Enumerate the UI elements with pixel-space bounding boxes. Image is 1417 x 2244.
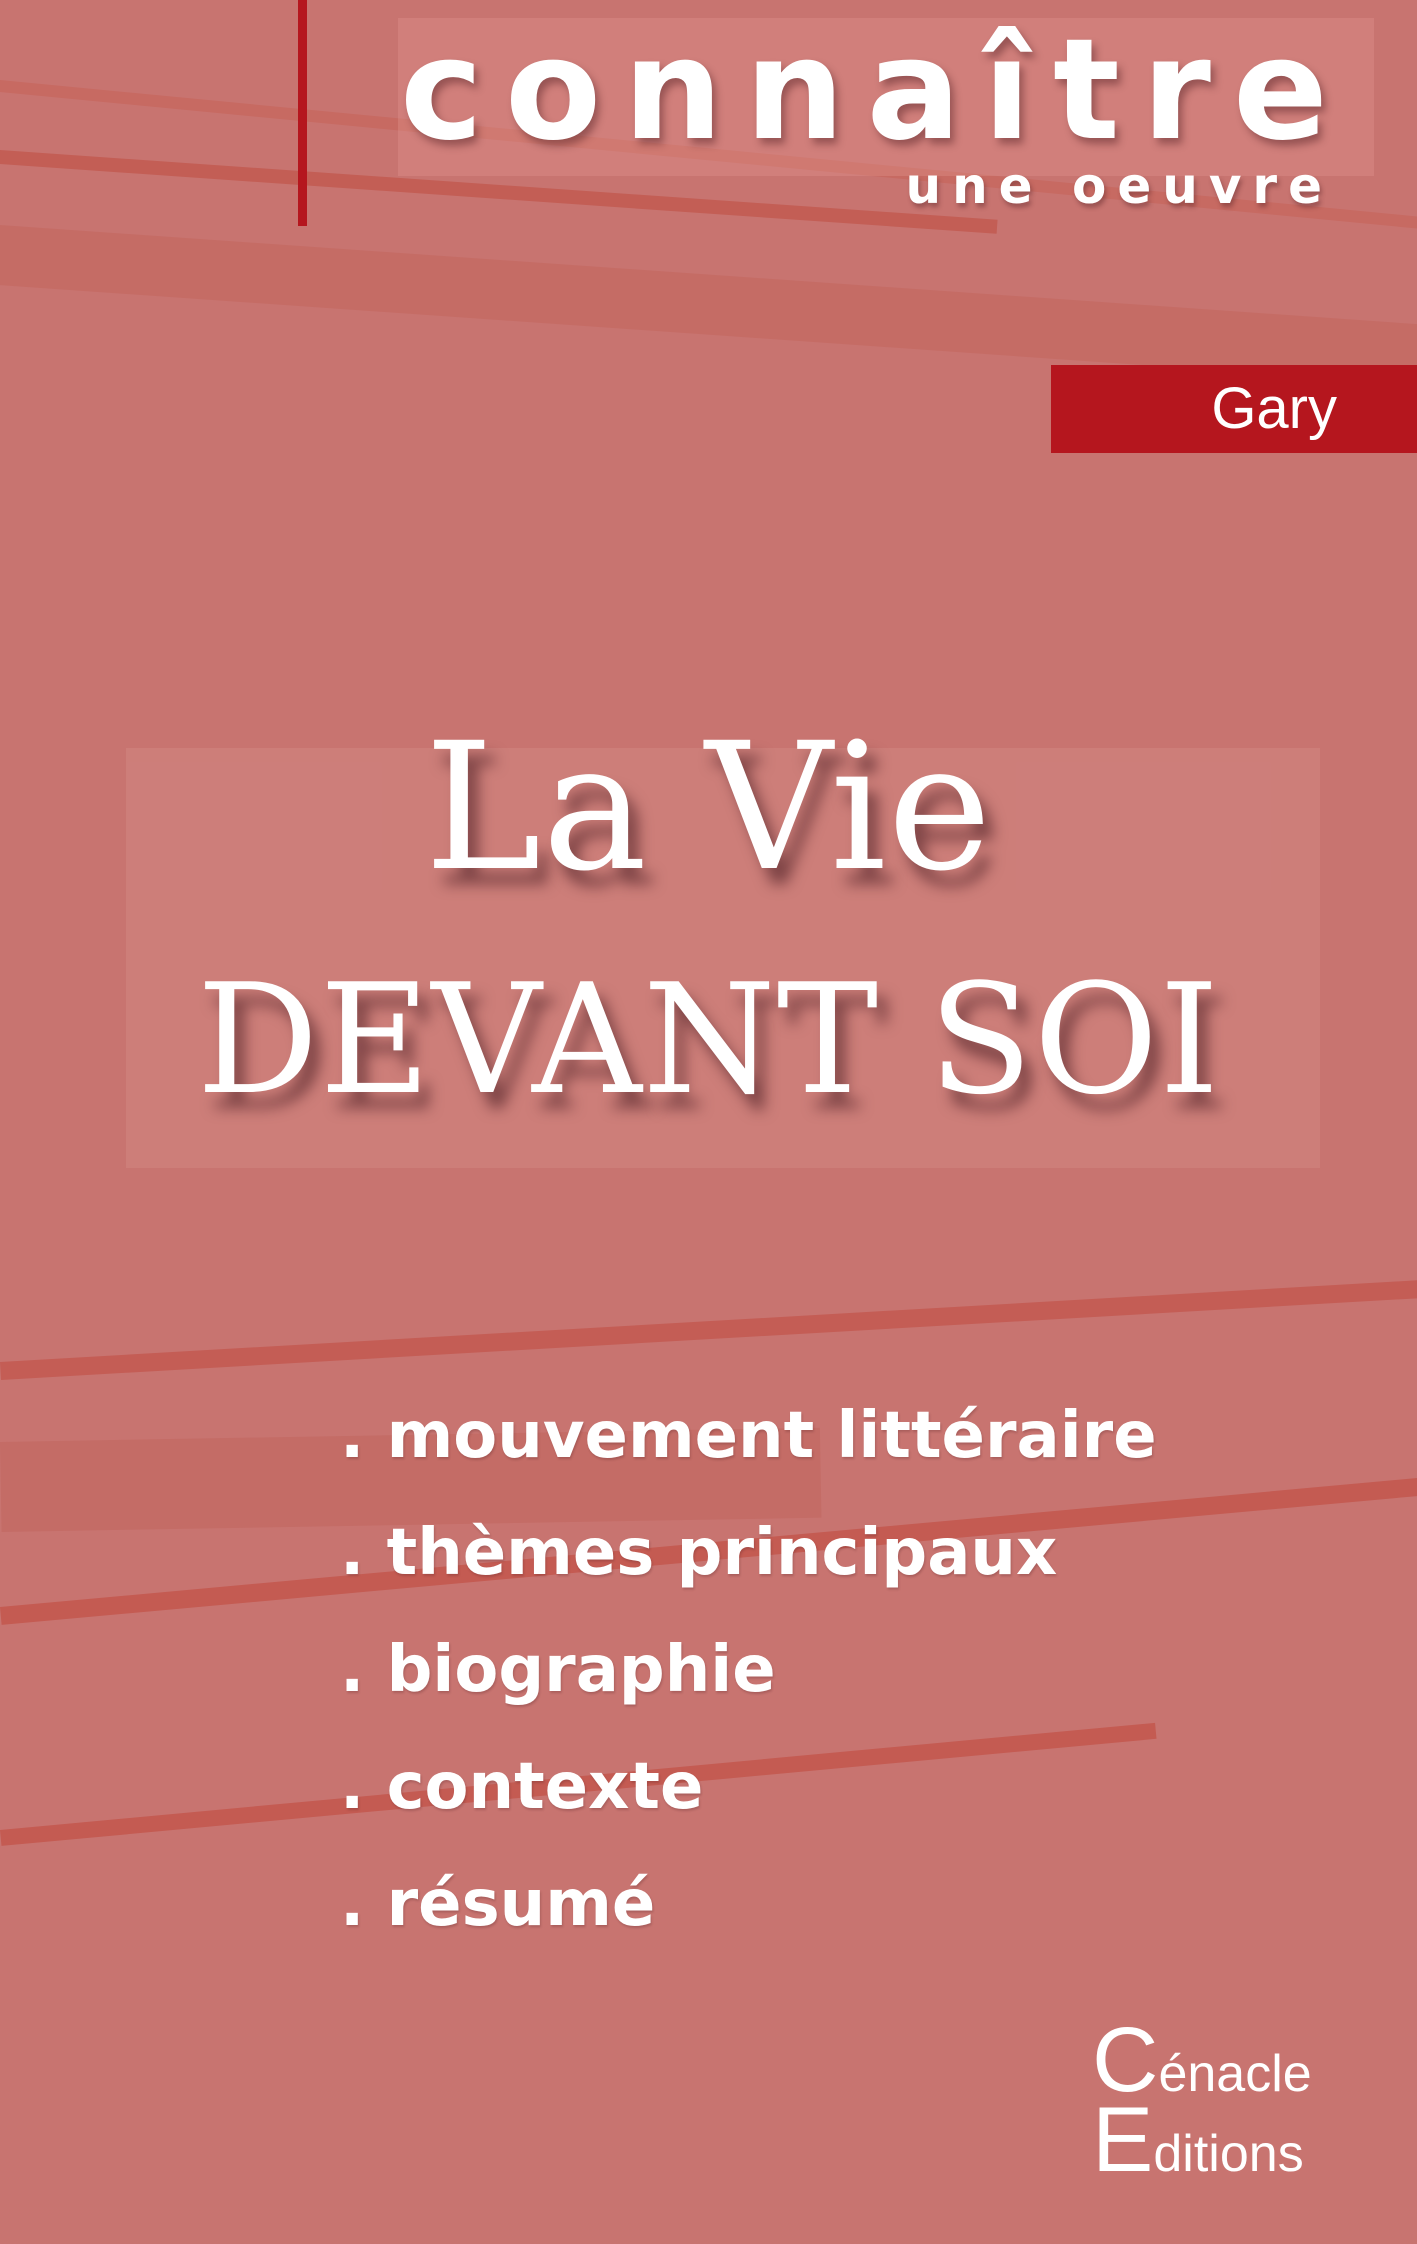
author-tag [1051,365,1417,453]
author-name: Gary [1211,376,1337,441]
topic-item: . thèmes principaux [340,1516,1058,1590]
topic-item: . mouvement littéraire [340,1399,1157,1473]
publisher-line-1 [1092,2009,1312,2111]
publisher-line-2 [1092,2089,1312,2191]
publisher-word: énacle [1158,2045,1312,2103]
topic-item: . contexte [340,1750,704,1824]
publisher-initial: E [1092,2089,1154,2191]
series-title: connaître [400,9,1350,172]
series-subtitle: une oeuvre [905,157,1333,215]
publisher-initial: C [1092,2009,1159,2111]
topic-item: . résumé [340,1867,656,1941]
book-title-line-2: DEVANT SOI [196,951,1221,1128]
publisher-logo [1092,2009,1312,2191]
topics-list [340,1378,1157,1963]
topic-item: . biographie [340,1633,776,1707]
publisher-word: ditions [1153,2125,1304,2183]
accent-bar [298,0,307,226]
book-title-line-1: La Vie [424,705,993,910]
decorative-stripe [0,1276,1417,1380]
